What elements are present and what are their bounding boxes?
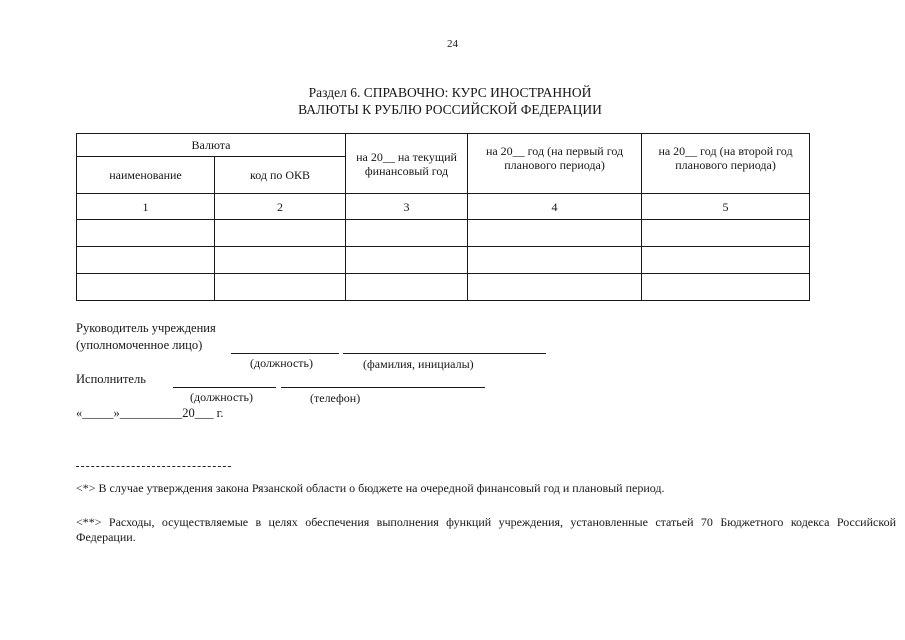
- section-title: [230, 84, 670, 118]
- table-cell[interactable]: [642, 220, 810, 247]
- executor-label: Исполнитель: [76, 372, 146, 386]
- table-cell[interactable]: [346, 274, 468, 301]
- table-cell[interactable]: [346, 247, 468, 274]
- column-number: 3: [346, 194, 468, 220]
- table-cell[interactable]: [77, 247, 215, 274]
- table-cell[interactable]: [468, 274, 642, 301]
- column-number-row: [77, 194, 810, 220]
- table-cell[interactable]: [77, 220, 215, 247]
- head-name-line[interactable]: [343, 353, 546, 354]
- table-cell[interactable]: [215, 274, 346, 301]
- col-second-plan-year-header: на 20__ год (на второй год планового периода): [642, 134, 810, 194]
- executor-phone-line[interactable]: [281, 387, 485, 388]
- table-row: [77, 274, 810, 301]
- column-number: 1: [77, 194, 215, 220]
- table-cell[interactable]: [215, 247, 346, 274]
- table-row: [77, 220, 810, 247]
- table-row: [77, 247, 810, 274]
- executor-phone-hint: (телефон): [310, 391, 361, 405]
- col-name-header: наименование: [77, 157, 215, 194]
- footnote-2: <**> Расходы, осуществляемые в целях обеспечения выполнения функций учреждения, установленные статьей 70 Бюджетного кодекса Российской Федерации.: [76, 515, 896, 544]
- section-title-line-1: Раздел 6. СПРАВОЧНО: КУРС ИНОСТРАННОЙ: [308, 85, 592, 100]
- date-line: «_____»__________20___ г.: [76, 406, 224, 420]
- head-position-hint: (должность): [250, 356, 313, 370]
- footnote-1: <*> В случае утверждения закона Рязанской области о бюджете на очередной финансовый год и плановый период.: [76, 481, 665, 495]
- section-title-line-2: ВАЛЮТЫ К РУБЛЮ РОССИЙСКОЙ ФЕДЕРАЦИИ: [298, 102, 602, 117]
- table-cell[interactable]: [468, 220, 642, 247]
- column-number: 2: [215, 194, 346, 220]
- table-cell[interactable]: [215, 220, 346, 247]
- head-label-line-2: (уполномоченное лицо): [76, 338, 203, 352]
- table-cell[interactable]: [642, 247, 810, 274]
- currency-header: Валюта: [77, 134, 346, 157]
- footnote-separator: [76, 466, 231, 467]
- table-cell[interactable]: [642, 274, 810, 301]
- currency-rate-table: [76, 133, 810, 301]
- executor-position-line[interactable]: [173, 387, 276, 388]
- column-number: 5: [642, 194, 810, 220]
- col-code-header: код по ОКВ: [215, 157, 346, 194]
- table-cell[interactable]: [77, 274, 215, 301]
- executor-position-hint: (должность): [190, 390, 253, 404]
- table-header-row-1: [77, 134, 810, 157]
- table-cell[interactable]: [468, 247, 642, 274]
- head-name-hint: (фамилия, инициалы): [363, 357, 474, 371]
- head-position-line[interactable]: [231, 353, 339, 354]
- page-number: 24: [447, 38, 458, 50]
- table-cell[interactable]: [346, 220, 468, 247]
- head-label-line-1: Руководитель учреждения: [76, 321, 216, 335]
- column-number: 4: [468, 194, 642, 220]
- col-first-plan-year-header: на 20__ год (на первый год планового периода): [468, 134, 642, 194]
- col-current-year-header: на 20__ на текущий финансовый год: [346, 134, 468, 194]
